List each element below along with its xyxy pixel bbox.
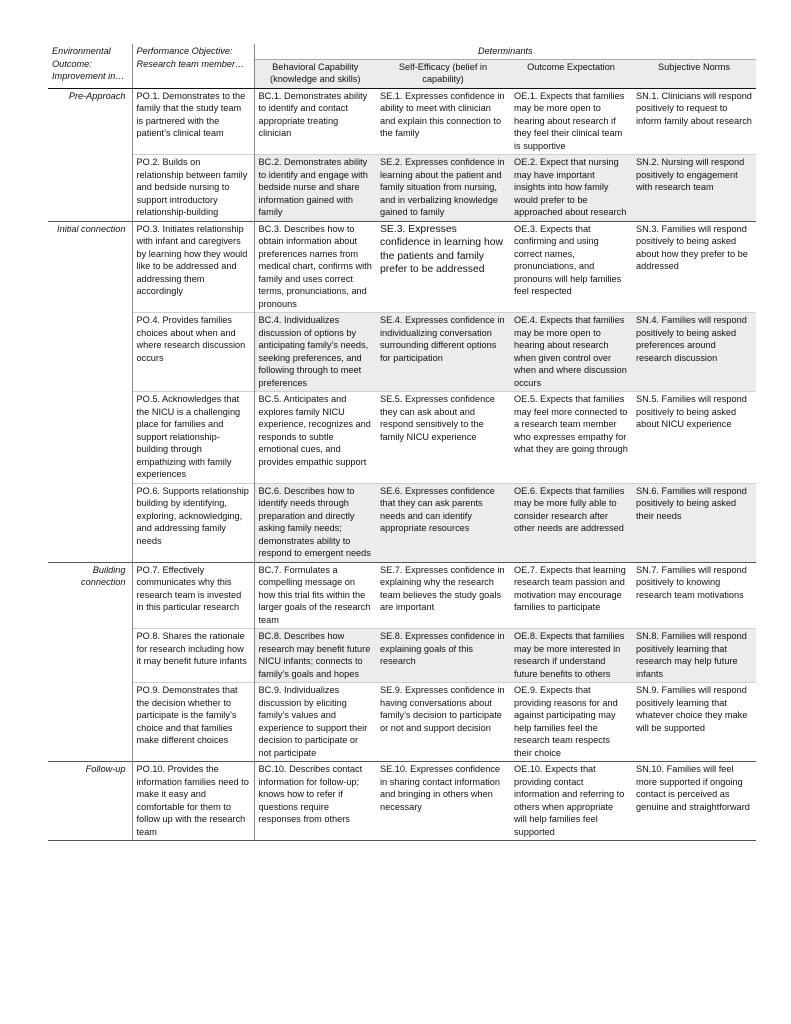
environmental-outcome-cell xyxy=(48,629,132,683)
behavioral-capability-cell: BC.4. Individualizes discussion of options by anticipating family’s needs, seeking preferences, and following through to meet preferences xyxy=(254,313,376,392)
behavioral-capability-cell: BC.2. Demonstrates ability to identify and engage with bedside nurse and share information gained with family xyxy=(254,155,376,222)
header-determinants: Determinants xyxy=(254,44,756,59)
outcome-expectation-cell: OE.6. Expects that families may be more fully able to consider research after other needs are addressed xyxy=(510,483,632,562)
subjective-norms-cell: SN.8. Families will respond positively learning that research may help future infants xyxy=(632,629,756,683)
performance-objective-cell: PO.5. Acknowledges that the NICU is a challenging place for families and support relationship-building through empathizing with family experiences xyxy=(132,392,254,484)
framework-table-page xyxy=(48,44,756,841)
table-row xyxy=(48,629,756,683)
performance-objective-cell: PO.10. Provides the information families need to make it easy and comfortable for them to follow up with the research team xyxy=(132,762,254,841)
outcome-expectation-cell: OE.10. Expects that providing contact information and referring to others when appropriate will help families feel supported xyxy=(510,762,632,841)
outcome-expectation-cell: OE.7. Expects that learning research team passion and motivation may encourage families to participate xyxy=(510,562,632,629)
table-row xyxy=(48,88,756,155)
outcome-expectation-cell: OE.1. Expects that families may be more open to hearing about research if they feel their clinical team is supportive xyxy=(510,88,632,155)
behavioral-capability-cell: BC.3. Describes how to obtain information about preferences names from medical chart, confirms with family and uses correct terms, pronunciations, and pronouns xyxy=(254,221,376,313)
behavioral-capability-cell: BC.1. Demonstrates ability to identify and contact appropriate treating clinician xyxy=(254,88,376,155)
outcome-expectation-cell: OE.3. Expects that confirming and using correct names, pronunciations, and pronouns will help families feel respected xyxy=(510,221,632,313)
performance-objective-cell: PO.9. Demonstrates that the decision whether to participate is the family’s choice and that families make different choices xyxy=(132,683,254,762)
subjective-norms-cell: SN.9. Families will respond positively learning that whatever choice they make will be supported xyxy=(632,683,756,762)
environmental-outcome-cell xyxy=(48,483,132,562)
performance-objective-cell: PO.8. Shares the rationale for research including how it may benefit future infants xyxy=(132,629,254,683)
intervention-matrix-table xyxy=(48,44,756,841)
subjective-norms-cell: SN.3. Families will respond positively to being asked about how they prefer to be addressed xyxy=(632,221,756,313)
performance-objective-cell: PO.1. Demonstrates to the family that the study team is partnered with the patient’s clinical team xyxy=(132,88,254,155)
outcome-expectation-cell: OE.4. Expects that families may be more open to hearing about research when given control over when and where discussion occurs xyxy=(510,313,632,392)
environmental-outcome-cell xyxy=(48,392,132,484)
behavioral-capability-cell: BC.8. Describes how research may benefit future NICU infants; connects to family’s goals and hopes xyxy=(254,629,376,683)
header-performance-objective: Performance Objective: Research team member… xyxy=(132,44,254,88)
behavioral-capability-cell: BC.7. Formulates a compelling message on how this trial fits within the larger goals of the research team xyxy=(254,562,376,629)
table-row xyxy=(48,683,756,762)
performance-objective-cell: PO.4. Provides families choices about when and where research discussion occurs xyxy=(132,313,254,392)
self-efficacy-cell: SE.9. Expresses confidence in having conversations about family’s decision to participate or not and support decision xyxy=(376,683,510,762)
table-row xyxy=(48,483,756,562)
environmental-outcome-cell xyxy=(48,155,132,222)
table-row xyxy=(48,392,756,484)
header-behavioral-capability: Behavioral Capability (knowledge and skills) xyxy=(254,59,376,88)
self-efficacy-cell: SE.6. Expresses confidence that they can ask parents needs and can identify appropriate resources xyxy=(376,483,510,562)
subjective-norms-cell: SN.2. Nursing will respond positively to engagement with research team xyxy=(632,155,756,222)
performance-objective-cell: PO.3. Initiates relationship with infant and caregivers by learning how they would like to be addressed and addressing them accordingly xyxy=(132,221,254,313)
header-subjective-norms: Subjective Norms xyxy=(632,59,756,88)
environmental-outcome-cell: Building connection xyxy=(48,562,132,629)
self-efficacy-cell: SE.1. Expresses confidence in ability to meet with clinician and explain this connection to the family xyxy=(376,88,510,155)
environmental-outcome-cell xyxy=(48,683,132,762)
environmental-outcome-cell xyxy=(48,313,132,392)
self-efficacy-cell: SE.8. Expresses confidence in explaining goals of this research xyxy=(376,629,510,683)
outcome-expectation-cell: OE.2. Expect that nursing may have important insights into how family would prefer to be approached about research xyxy=(510,155,632,222)
subjective-norms-cell: SN.4. Families will respond positively to being asked preferences around research discussion xyxy=(632,313,756,392)
behavioral-capability-cell: BC.9. Individualizes discussion by eliciting family’s values and experience to support their decision to participate or not participate xyxy=(254,683,376,762)
environmental-outcome-cell: Initial connection xyxy=(48,221,132,313)
subjective-norms-cell: SN.1. Clinicians will respond positively to request to inform family about research xyxy=(632,88,756,155)
self-efficacy-cell: SE.10. Expresses confidence in sharing contact information and bringing in others when necessary xyxy=(376,762,510,841)
table-row xyxy=(48,155,756,222)
table-row xyxy=(48,313,756,392)
performance-objective-cell: PO.7. Effectively communicates why this research team is invested in this particular research xyxy=(132,562,254,629)
behavioral-capability-cell: BC.6. Describes how to identify needs through preparation and directly asking family needs; demonstrates ability to respond to emergent needs xyxy=(254,483,376,562)
header-outcome-expectation: Outcome Expectation xyxy=(510,59,632,88)
table-row xyxy=(48,221,756,313)
subjective-norms-cell: SN.5. Families will respond positively to being asked about NICU experience xyxy=(632,392,756,484)
self-efficacy-cell: SE.4. Expresses confidence in individualizing conversation surrounding different options for participation xyxy=(376,313,510,392)
header-environmental-outcome: Environmental Outcome: Improvement in… xyxy=(48,44,132,88)
behavioral-capability-cell: BC.10. Describes contact information for follow-up; knows how to refer if questions require responses from others xyxy=(254,762,376,841)
environmental-outcome-cell: Pre-Approach xyxy=(48,88,132,155)
outcome-expectation-cell: OE.5. Expects that families may feel more connected to a research team member who expresses empathy for what they are going through xyxy=(510,392,632,484)
behavioral-capability-cell: BC.5. Anticipates and explores family NICU experience, recognizes and responds to subtle emotional cues, and provides empathic support xyxy=(254,392,376,484)
table-row xyxy=(48,562,756,629)
header-self-efficacy: Self-Efficacy (belief in capability) xyxy=(376,59,510,88)
subjective-norms-cell: SN.10. Families will feel more supported if ongoing contact is perceived as genuine and straightforward xyxy=(632,762,756,841)
self-efficacy-cell: SE.5. Expresses confidence they can ask about and respond sensitively to the family NICU experience xyxy=(376,392,510,484)
performance-objective-cell: PO.2. Builds on relationship between family and bedside nursing to support introductory relationship-building xyxy=(132,155,254,222)
table-row xyxy=(48,762,756,841)
subjective-norms-cell: SN.6. Families will respond positively to being asked their needs xyxy=(632,483,756,562)
environmental-outcome-cell: Follow-up xyxy=(48,762,132,841)
self-efficacy-cell: SE.2. Expresses confidence in learning about the patient and family situation from nursing, and in verbalizing knowledge gained to family xyxy=(376,155,510,222)
self-efficacy-cell: SE.3. Expresses confidence in learning how the patients and family prefer to be addressed xyxy=(376,221,510,313)
outcome-expectation-cell: OE.8. Expects that families may be more interested in research if understand future benefits to others xyxy=(510,629,632,683)
subjective-norms-cell: SN.7. Families will respond positively to knowing research team motivations xyxy=(632,562,756,629)
self-efficacy-cell: SE.7. Expresses confidence in explaining why the research team believes the study goals are important xyxy=(376,562,510,629)
performance-objective-cell: PO.6. Supports relationship building by identifying, exploring, acknowledging, and addressing family needs xyxy=(132,483,254,562)
outcome-expectation-cell: OE.9. Expects that providing reasons for and against participating may help families feel the research team respects their choice xyxy=(510,683,632,762)
